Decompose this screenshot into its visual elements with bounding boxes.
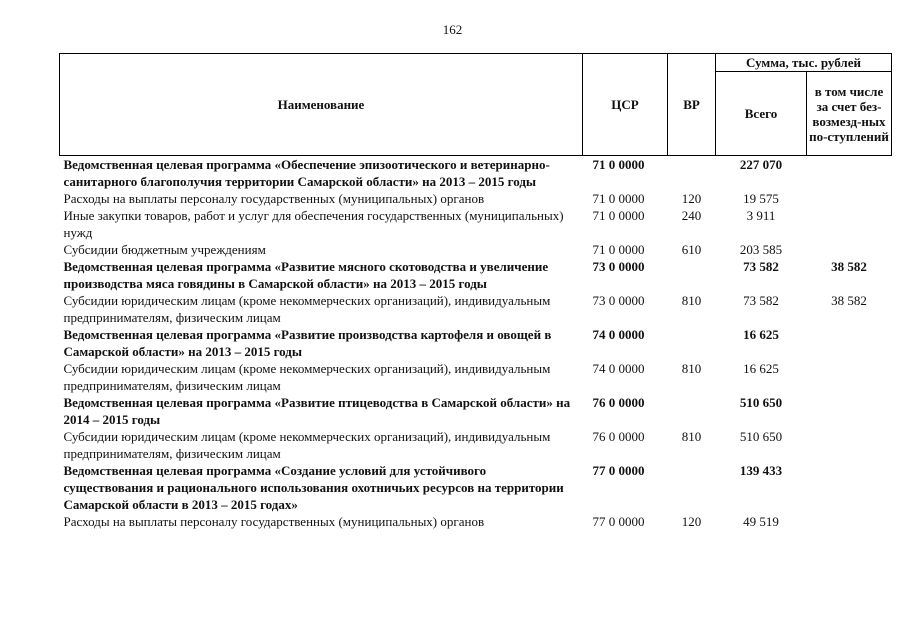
row-name-cell: Субсидии юридическим лицам (кроме некоммерческих организаций), индивидуальным предпринимателям, физическим лицам: [63, 429, 551, 461]
table-body: [60, 156, 892, 531]
row-total-cell: 227 070: [739, 157, 783, 172]
row-including-cell: [807, 394, 892, 428]
row-name-cell: Ведомственная целевая программа «Создание условий для устойчивого существования и рационального использования охотничьих ресурсов на территории Самарской области в 2013 – 2015 годах»: [63, 463, 564, 512]
row-vr-cell: 610: [681, 242, 702, 257]
row-including-cell: [807, 428, 892, 462]
table-row: [60, 428, 892, 462]
row-total-cell: 73 582: [743, 293, 779, 308]
row-vr-cell: [668, 394, 716, 428]
row-csr-cell: 76 0 0000: [592, 395, 645, 410]
header-csr: ЦСР: [583, 54, 668, 156]
row-including-cell: [807, 241, 892, 258]
row-csr-cell: 74 0 0000: [592, 361, 645, 376]
header-sum-group: Сумма, тыс. рублей: [716, 54, 892, 72]
row-csr-cell: 77 0 0000: [592, 514, 645, 529]
table-row: [60, 292, 892, 326]
row-csr-cell: 73 0 0000: [592, 259, 645, 274]
row-total-cell: 510 650: [739, 395, 783, 410]
row-name-cell: Расходы на выплаты персоналу государственных (муниципальных) органов: [63, 514, 485, 529]
page-number: 162: [442, 22, 463, 37]
row-name-cell: Ведомственная целевая программа «Развитие производства картофеля и овощей в Самарской области» на 2013 – 2015 годы: [63, 327, 552, 359]
row-csr-cell: 71 0 0000: [592, 208, 645, 223]
row-total-cell: 49 519: [743, 514, 779, 529]
row-including-cell: [807, 190, 892, 207]
row-total-cell: 73 582: [743, 259, 779, 274]
row-including-cell: [807, 462, 892, 513]
table-row: [60, 241, 892, 258]
row-total-cell: 139 433: [739, 463, 783, 478]
row-vr-cell: 810: [681, 293, 702, 308]
row-vr-cell: 810: [681, 361, 702, 376]
row-csr-cell: 71 0 0000: [592, 242, 645, 257]
row-including-cell: [807, 207, 892, 241]
row-including-cell: [807, 513, 892, 530]
row-vr-cell: 120: [681, 191, 702, 206]
row-csr-cell: 73 0 0000: [592, 293, 645, 308]
row-total-cell: 16 625: [743, 327, 779, 342]
row-name-cell: Ведомственная целевая программа «Развитие мясного скотоводства и увеличение производства мяса говядины в Самарской области» на 2013 – 2015 годы: [63, 259, 549, 291]
row-vr-cell: 120: [681, 514, 702, 529]
row-vr-cell: [668, 462, 716, 513]
row-total-cell: 3 911: [746, 208, 776, 223]
row-vr-cell: [668, 326, 716, 360]
row-vr-cell: 810: [681, 429, 702, 444]
row-name-cell: Расходы на выплаты персоналу государственных (муниципальных) органов: [63, 191, 485, 206]
row-name-cell: Ведомственная целевая программа «Развитие птицеводства в Самарской области» на 2014 – 2015 годы: [63, 395, 571, 427]
row-name-cell: Субсидии юридическим лицам (кроме некоммерческих организаций), индивидуальным предпринимателям, физическим лицам: [63, 293, 551, 325]
row-csr-cell: 76 0 0000: [592, 429, 645, 444]
table-row: [60, 513, 892, 530]
table-row: [60, 258, 892, 292]
table-row: [60, 462, 892, 513]
row-name-cell: Субсидии бюджетным учреждениям: [63, 242, 266, 257]
row-vr-cell: [668, 156, 716, 191]
table-row: [60, 360, 892, 394]
row-name-cell: Субсидии юридическим лицам (кроме некоммерческих организаций), индивидуальным предпринимателям, физическим лицам: [63, 361, 551, 393]
row-total-cell: 16 625: [743, 361, 779, 376]
table-row: [60, 394, 892, 428]
row-including-cell: [807, 156, 892, 191]
row-csr-cell: 71 0 0000: [592, 191, 645, 206]
row-csr-cell: 71 0 0000: [592, 157, 645, 172]
row-csr-cell: 74 0 0000: [592, 327, 645, 342]
row-including-cell: 38 582: [831, 293, 867, 308]
header-total: Всего: [716, 72, 807, 156]
row-including-cell: [807, 360, 892, 394]
row-total-cell: 510 650: [739, 429, 783, 444]
row-including-cell: 38 582: [831, 259, 867, 274]
table-row: [60, 156, 892, 191]
row-vr-cell: 240: [681, 208, 702, 223]
header-vr: ВР: [668, 54, 716, 156]
row-csr-cell: 77 0 0000: [592, 463, 645, 478]
header-name: Наименование: [60, 54, 583, 156]
budget-table: [59, 53, 892, 530]
table-header: [60, 54, 892, 156]
row-including-cell: [807, 326, 892, 360]
row-vr-cell: [668, 258, 716, 292]
table-row: [60, 207, 892, 241]
row-name-cell: Иные закупки товаров, работ и услуг для обеспечения государственных (муниципальных) нужд: [63, 208, 564, 240]
row-total-cell: 203 585: [739, 242, 783, 257]
row-total-cell: 19 575: [743, 191, 779, 206]
table-row: [60, 326, 892, 360]
row-name-cell: Ведомственная целевая программа «Обеспечение эпизоотического и ветеринарно-санитарного благополучия территории Самарской области» на 2013 – 2015 годы: [63, 157, 550, 189]
table-row: [60, 190, 892, 207]
header-including: в том числе за счет без-возмезд-ных по-ступлений: [807, 72, 892, 156]
